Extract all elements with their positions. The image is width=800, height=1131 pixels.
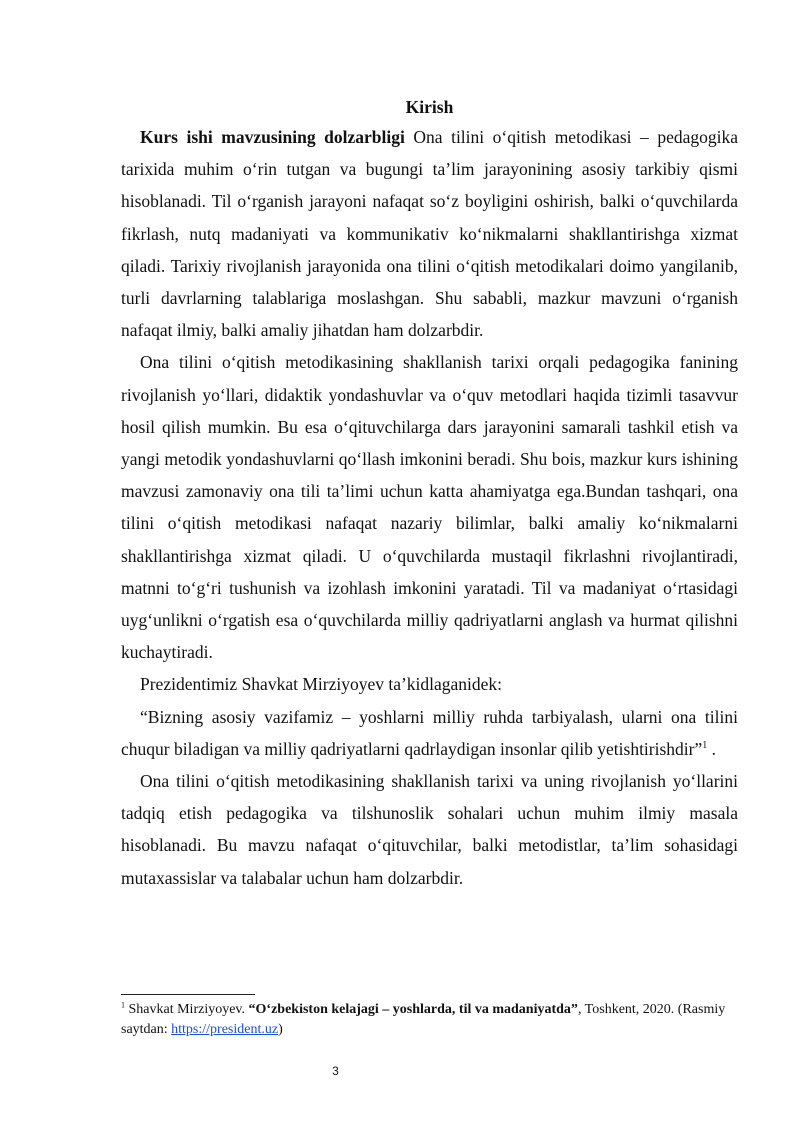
- paragraph-relevance: [121, 121, 738, 346]
- page-number: 3: [332, 1064, 339, 1078]
- relevance-text: Ona tilini o‘qitish metodikasi – pedagogika tarixida muhim o‘rin tutgan va bugungi ta’lim jarayonining asosiy tarkibiy qismi hisoblanadi. Til o‘rganish jarayoni nafaqat so‘z boyligini oshirish, balki o‘quvchilarda fikrlash, nutq madaniyati va kommunikativ ko‘nikmalarni shakllantirishga xizmat qiladi. Tarixiy rivojlanish jarayonida ona tilini o‘qitish metodikalari doimo yangilanib, turli davrlarning talablariga moslashgan. Shu sababli, mazkur mavzuni o‘rganish nafaqat ilmiy, balki amaliy jihatdan ham dolzarbdir.: [121, 127, 738, 341]
- relevance-lead: Kurs ishi mavzusining dolzarbligi: [140, 127, 405, 147]
- footnote-marker: 1: [121, 1000, 125, 1010]
- quote-tail: .: [707, 738, 717, 759]
- quote-text: “Bizning asosiy vazifamiz – yoshlarni milliy ruhda tarbiyalash, ularni ona tilini chuqur biladigan va milliy qadriyatlarni qadrlaydigan insonlar qilib yetishtirishdir”: [121, 706, 738, 759]
- footnote-separator: [121, 994, 255, 995]
- footnote-title: “O‘zbekiston kelajagi – yoshlarda, til va madaniyatda”: [248, 1002, 578, 1017]
- paragraph-history: Ona tilini o‘qitish metodikasining shakllanish tarixi orqali pedagogika fanining rivojlanish yo‘llari, didaktik yondashuvlar va o‘quv metodlari haqida tizimli tasavvur hosil qilish mumkin. Bu esa o‘qituvchilarga dars jarayonini samarali tashkil etish va yangi metodik yondashuvlarni qo‘llash imkonini beradi. Shu bois, mazkur kurs ishining mavzusi zamonaviy ona tili ta’limi uchun katta ahamiyatga ega.Bundan tashqari, ona tilini o‘qitish metodikasi nafaqat nazariy bilimlar, balki amaliy ko‘nikmalarni shakllantirishga xizmat qiladi. U o‘quvchilarda mustaqil fikrlashni rivojlantiradi, matnni to‘g‘ri tushunish va izohlash imkonini yaratadi. Til va madaniyat o‘rtasidagi uyg‘unlikni o‘rgatish esa o‘quvchilarda milliy qadriyatlarni anglash va hurmat qilishni kuchaytiradi.: [121, 352, 738, 663]
- footnote-author: Shavkat Mirziyoyev.: [125, 1002, 249, 1017]
- paragraph-research: Ona tilini o‘qitish metodikasining shakllanish tarixi va uning rivojlanish yo‘llarini tadqiq etish pedagogika va tilshunoslik sohalari uchun muhim ilmiy masala hisoblanadi. Bu mavzu nafaqat o‘qituvchilar, balki metodistlar, ta’lim sohasidagi mutaxassislar va talabalar uchun ham dolzarbdir.: [121, 771, 738, 888]
- paragraph-quote: [121, 701, 738, 765]
- footnote-rest: , Toshkent, 2020. (Rasmiy saytdan:: [121, 1002, 726, 1037]
- footnote-close: ): [278, 1022, 283, 1037]
- paragraph-president-intro: Prezidentimiz Shavkat Mirziyoyev ta’kidlaganidek:: [140, 674, 503, 695]
- section-heading: Kirish: [405, 97, 454, 117]
- footnote: [121, 1000, 738, 1040]
- footnote-link[interactable]: https://president.uz: [171, 1022, 279, 1037]
- page-content: [121, 95, 738, 894]
- footnote-reference[interactable]: 1: [702, 740, 708, 752]
